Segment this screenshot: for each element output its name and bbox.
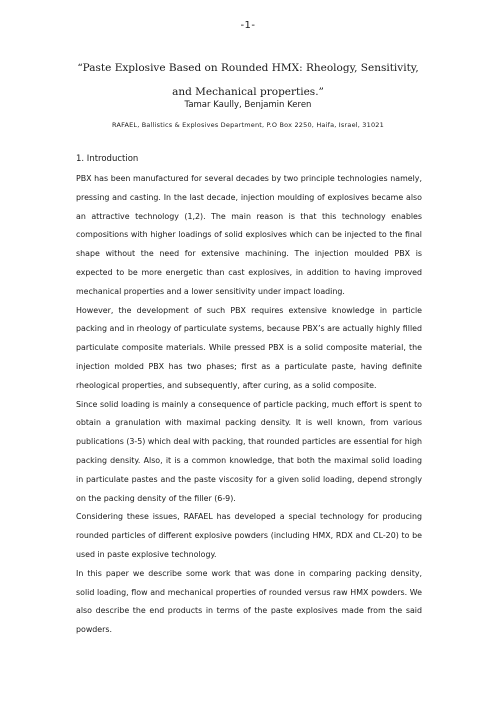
paragraph: Since solid loading is mainly a consequence of particle packing, much effort is spent to obtain a granulation with maximal packing density. It is well known, from various publications (3-5) which deal with packing, that rounded particles are essential for high packing density. Also, it is a common knowledge, that both the maximal solid loading in particulate pastes and the paste viscosity for a given solid loading, depend strongly on the packing density of the filler (6-9). (76, 399, 422, 503)
page-number: -1- (240, 20, 256, 31)
authors: Tamar Kaully, Benjamin Keren (184, 100, 312, 110)
title-line-2: and Mechanical properties.” (172, 86, 324, 98)
affiliation: RAFAEL, Ballistics & Explosives Department, P.O Box 2250, Haifa, Israel, 31021 (112, 121, 384, 129)
introduction-body (76, 170, 422, 640)
paragraph: In this paper we describe some work that was done in comparing packing density, solid loading, flow and mechanical properties of rounded versus raw HMX powders. We also describe the end products in terms of the paste explosives made from the said powders. (76, 568, 422, 635)
paper-title (40, 56, 456, 104)
section-heading-introduction: 1. Introduction (76, 154, 139, 164)
paragraph: Considering these issues, RAFAEL has developed a special technology for producing rounded particles of different explosive powders (including HMX, RDX and CL-20) to be used in paste explosive technology. (76, 512, 422, 559)
paragraph: PBX has been manufactured for several decades by two principle technologies namely, pressing and casting. In the last decade, injection moulding of explosives became also an attractive technology (1,2). The main reason is that this technology enables compositions with higher loadings of solid explosives which can be injected to the final shape without the need for extensive machining. The injection moulded PBX is expected to be more energetic than cast explosives, in addition to having improved mechanical properties and a lower sensitivity under impact loading. (76, 174, 422, 296)
title-line-1: “Paste Explosive Based on Rounded HMX: Rheology, Sensitivity, (77, 62, 419, 74)
paragraph: However, the development of such PBX requires extensive knowledge in particle packing and in rheology of particulate systems, because PBX’s are actually highly filled particulate composite materials. While pressed PBX is a solid composite material, the injection molded PBX has two phases; first as a particulate paste, having definite rheological properties, and subsequently, after curing, as a solid composite. (76, 305, 422, 390)
